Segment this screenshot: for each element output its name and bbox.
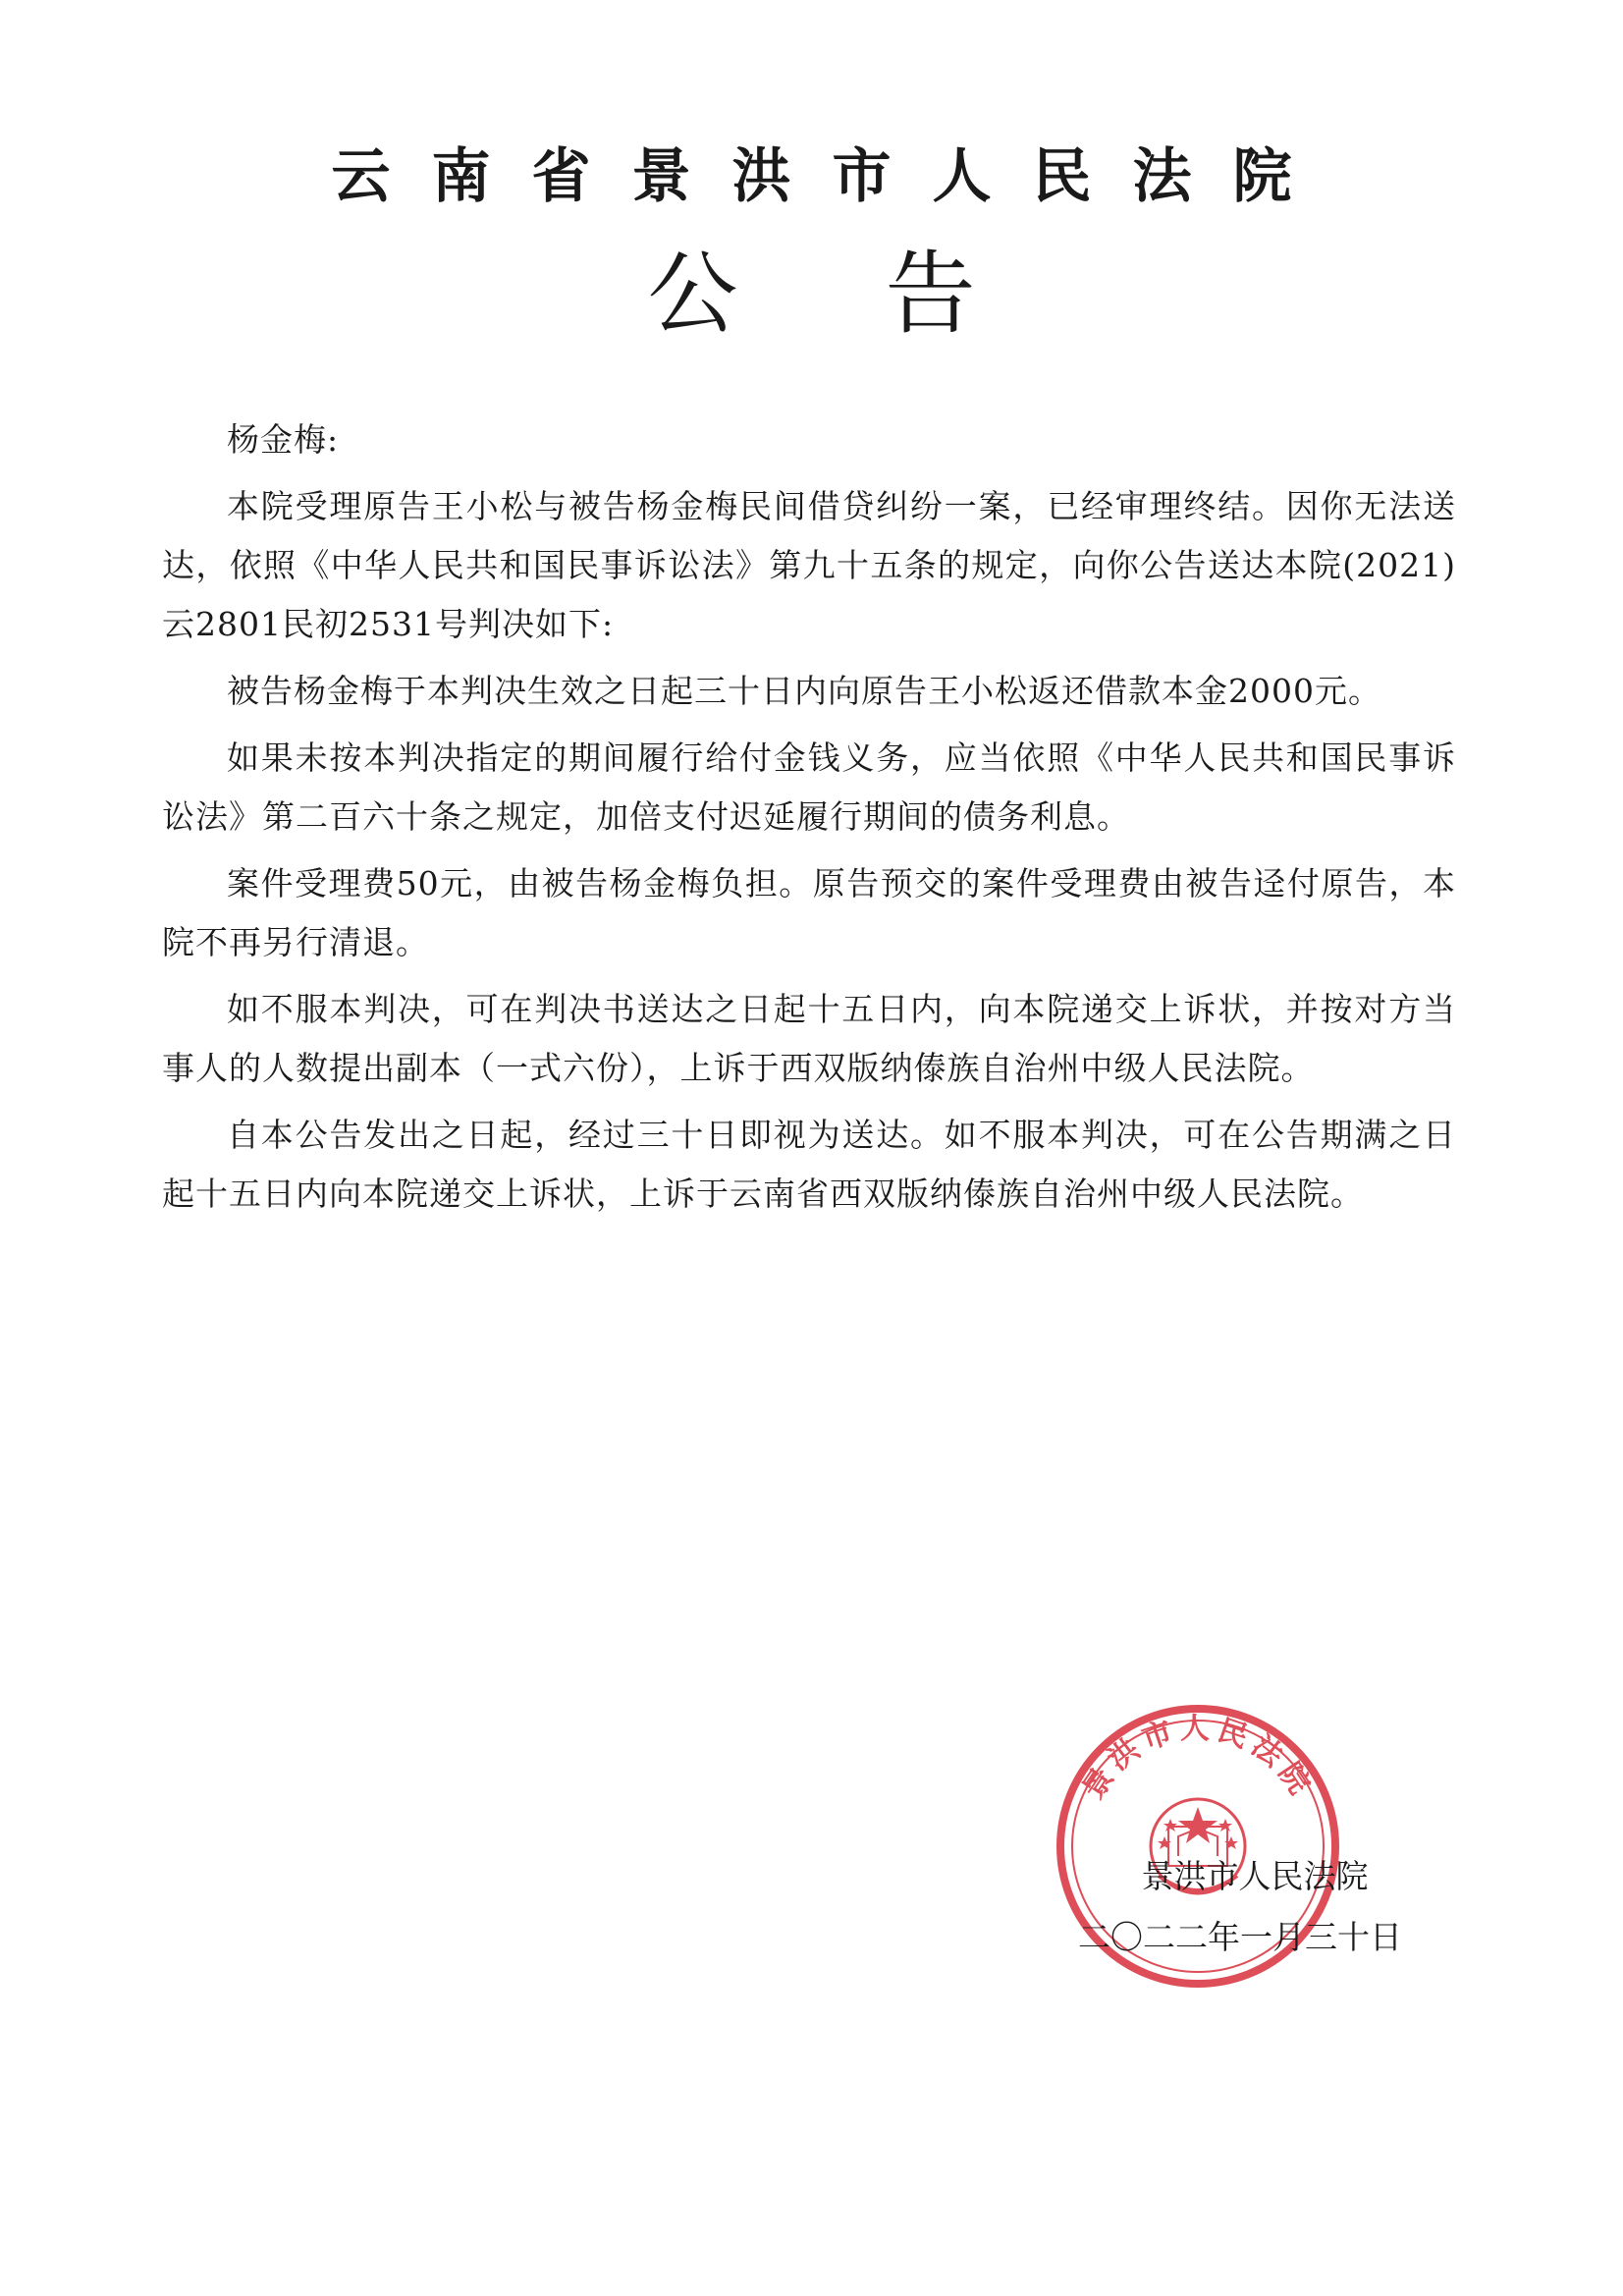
notice-title: 公告 <box>647 242 1123 347</box>
signature-court: 景洪市人民法院 <box>1141 1857 1369 1895</box>
court-name-heading: 云南省景洪市人民法院 <box>331 142 1333 211</box>
paragraph-judgment: 被告杨金梅于本判决生效之日起三十日内向原告王小松返还借款本金2000元。 <box>227 672 1381 710</box>
paragraph-case-intro: 本院受理原告王小松与被告杨金梅民间借贷纠纷一案，已经审理终结。因你无法送达，依照《中华人民共和国民事诉讼法》第九十五条的规定，向你公告送达本院(2021)云2801民初2531号判决如下: <box>162 487 1456 643</box>
signature-block <box>1078 1846 1402 1968</box>
signature-date: 二〇二二年一月三十日 <box>1078 1918 1402 1956</box>
paragraph-appeal: 如不服本判决，可在判决书送达之日起十五日内，向本院递交上诉状，并按对方当事人的人数提出副本（一式六份），上诉于西双版纳傣族自治州中级人民法院。 <box>162 990 1456 1087</box>
paragraph-interest: 如果未按本判决指定的期间履行给付金钱义务，应当依照《中华人民共和国民事诉讼法》第二百六十条之规定，加倍支付迟延履行期间的债务利息。 <box>162 738 1456 836</box>
paragraph-service: 自本公告发出之日起，经过三十日即视为送达。如不服本判决，可在公告期满之日起十五日内向本院递交上诉状，上诉于云南省西双版纳傣族自治州中级人民法院。 <box>162 1116 1456 1213</box>
svg-text:景洪市人民法院 <box>1076 1712 1320 1805</box>
salutation: 杨金梅: <box>227 420 340 459</box>
notice-body <box>162 410 1456 1231</box>
paragraph-fees: 案件受理费50元，由被告杨金梅负担。原告预交的案件受理费由被告迳付原告，本院不再另行清退。 <box>162 864 1456 961</box>
seal-text: 景洪市人民法院 <box>1076 1711 1320 1806</box>
